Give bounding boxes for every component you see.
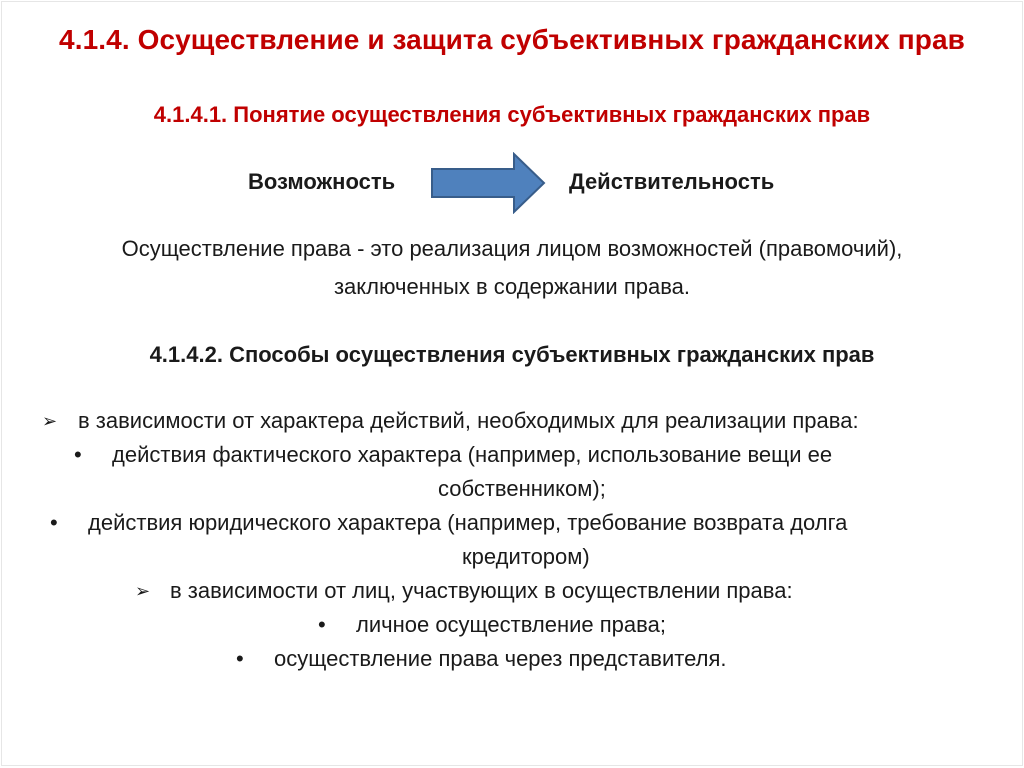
list-item	[2, 574, 1022, 608]
list-item	[2, 642, 1022, 676]
list-item	[2, 438, 1022, 472]
list-item	[2, 472, 1022, 506]
possibility-to-reality-flow	[2, 152, 1022, 214]
list-item	[2, 608, 1022, 642]
definition-line: Осуществление права - это реализация лицом возможностей (правомочий),	[121, 236, 903, 261]
arrow-bullet-icon: ➢	[135, 581, 151, 601]
arrow-bullet-icon: ➢	[42, 411, 58, 431]
bullet-icon: •	[74, 442, 82, 467]
list-item-text: действия юридического характера (например, требование возврата долга	[88, 510, 848, 535]
list-item	[2, 506, 1022, 540]
slide-title: 4.1.4. Осуществление и защита субъективных гражданских прав	[59, 24, 965, 55]
bullet-icon: •	[236, 646, 244, 671]
list-item-text: действия фактического характера (например, использование вещи ее	[112, 442, 833, 467]
list-item-text: осуществление права через представителя.	[274, 646, 727, 671]
definition-paragraph	[42, 230, 982, 306]
definition-line: заключенных в содержании права.	[333, 274, 691, 299]
section-2-heading: 4.1.4.2. Способы осуществления субъективных гражданских прав	[149, 342, 875, 367]
section-1-heading: 4.1.4.1. Понятие осуществления субъективных гражданских прав	[153, 102, 871, 127]
right-block-arrow-icon	[430, 152, 548, 214]
flow-to-label: Действительность	[569, 169, 775, 194]
methods-list	[2, 404, 1022, 676]
list-item-text: кредитором)	[462, 544, 590, 569]
list-item	[2, 540, 1022, 574]
bullet-icon: •	[50, 510, 58, 535]
flow-from-label: Возможность	[248, 169, 396, 194]
list-item	[2, 404, 1022, 438]
bullet-icon: •	[318, 612, 326, 637]
list-item-text: личное осуществление права;	[356, 612, 666, 637]
slide	[1, 1, 1023, 766]
list-item-text: собственником);	[438, 476, 606, 501]
list-item-text: в зависимости от характера действий, необходимых для реализации права:	[78, 408, 859, 433]
list-item-text: в зависимости от лиц, участвующих в осуществлении права:	[170, 578, 793, 603]
